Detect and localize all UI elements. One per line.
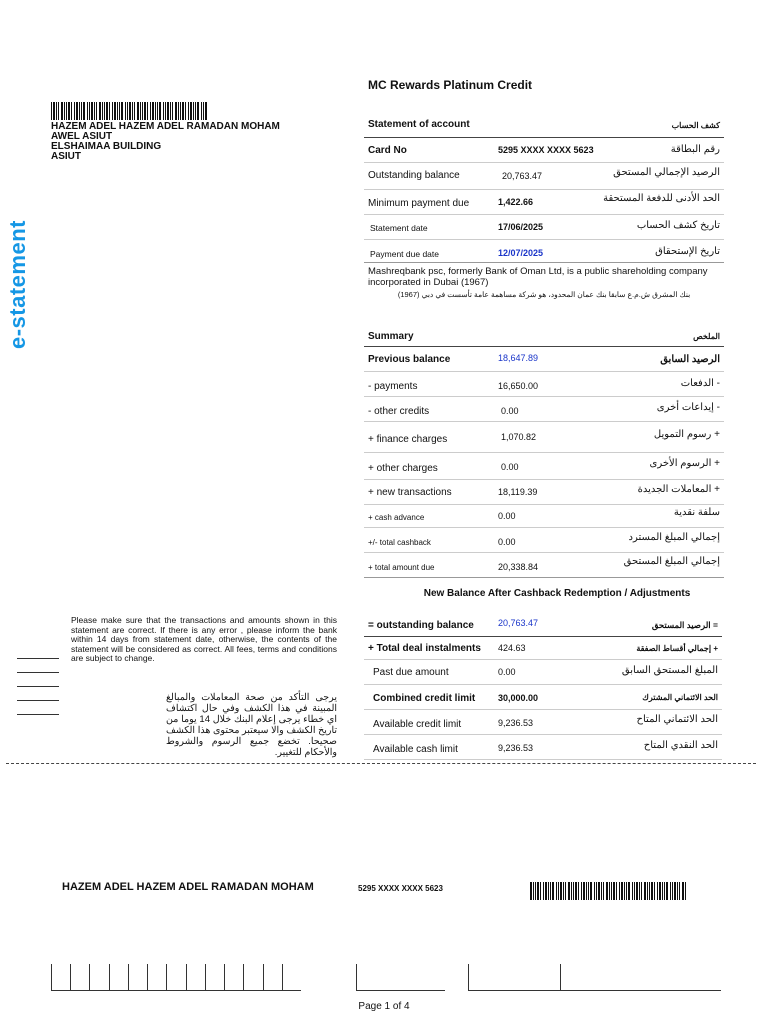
row-label: Available credit limit <box>373 719 462 730</box>
barcode-bar <box>636 882 638 900</box>
row-label-ar: + رسوم التمويل <box>653 429 720 440</box>
row-label: Previous balance <box>368 354 451 365</box>
barcode-bar <box>109 102 110 120</box>
barcode-bar <box>64 102 65 120</box>
summary-row <box>364 453 724 480</box>
summary-row <box>364 553 724 578</box>
row-label: Minimum payment due <box>368 198 470 209</box>
barcode-bar <box>550 882 551 900</box>
combined-credit-limit-value: 30,000.00 <box>498 693 539 703</box>
barcode-bar <box>81 102 82 120</box>
barcode-bar <box>127 102 128 120</box>
summary-row <box>364 422 724 453</box>
barcode-bar <box>134 102 135 120</box>
summary-header-en: Summary <box>368 331 414 342</box>
barcode-bar <box>197 102 199 120</box>
barcode-bar <box>611 882 612 900</box>
barcode-bar <box>682 882 684 900</box>
row-label-ar: المبلغ المستحق السابق <box>621 665 718 676</box>
barcode-bar <box>129 102 131 120</box>
barcode-bar <box>596 882 597 900</box>
finance-charges-value: 1,070.82 <box>501 432 537 442</box>
new-balance-row <box>364 735 722 760</box>
barcode-bar <box>603 882 604 900</box>
barcode-bar <box>91 102 93 120</box>
barcode-bar <box>647 882 648 900</box>
row-label: - payments <box>368 381 418 392</box>
barcode-bar <box>104 102 105 120</box>
barcode-bar <box>170 102 171 120</box>
new-balance-row <box>364 685 722 710</box>
statement-header-en: Statement of account <box>368 119 470 130</box>
row-label: Statement date <box>370 223 428 233</box>
barcode-bar <box>634 882 635 900</box>
row-label-ar: = الرصيد المستحق <box>651 620 718 630</box>
row-label: - other credits <box>368 406 430 417</box>
barcode-bar <box>188 102 189 120</box>
barcode-bar <box>563 882 564 900</box>
cash-advance-value: 0.00 <box>498 511 516 521</box>
barcode-bar <box>616 882 617 900</box>
margin-line <box>17 714 59 715</box>
margin-line <box>17 700 59 701</box>
row-label: Outstanding balance <box>368 170 460 181</box>
barcode-bar <box>79 102 80 120</box>
row-label: = outstanding balance <box>368 620 474 631</box>
new-balance-table <box>364 612 722 760</box>
notice-english: Please make sure that the transactions and amounts shown in this statement are correct. If there is any error , please inform the bank within 14 days from statement date, otherwise, the contents of the statement will be considered as correct. All fees, terms and conditions are subject to change. <box>71 615 337 664</box>
new-balance-row <box>364 660 722 685</box>
barcode-bar <box>155 102 156 120</box>
barcode-bar <box>639 882 640 900</box>
summary-row <box>364 347 724 372</box>
row-label-ar: الحد الائتماني المشترك <box>642 693 718 702</box>
minimum-payment-row <box>364 190 724 215</box>
barcode-bar <box>530 882 532 900</box>
row-label: + other charges <box>368 463 438 474</box>
row-label-ar: الرصيد الإجمالي المستحق <box>613 167 720 178</box>
barcode-bar <box>182 102 184 120</box>
barcode-bar <box>628 882 630 900</box>
barcode-bar <box>540 882 541 900</box>
barcode-bar <box>651 882 653 900</box>
barcode-bar <box>96 102 97 120</box>
row-label-ar: الحد الأدنى للدفعة المستحقة <box>603 193 720 204</box>
slip-barcode <box>530 882 690 900</box>
e-statement-label: e-statement <box>5 220 30 349</box>
barcode-bar <box>205 102 207 120</box>
barcode-bar <box>677 882 678 900</box>
barcode-bar <box>163 102 164 120</box>
slip-card-number: 5295 XXXX XXXX 5623 <box>358 884 443 893</box>
row-label: + new transactions <box>368 487 452 498</box>
barcode-bar <box>112 102 113 120</box>
barcode-bar <box>167 102 169 120</box>
barcode-bar <box>193 102 194 120</box>
statement-table <box>364 115 724 299</box>
barcode-bar <box>195 102 196 120</box>
barcode-bar <box>624 882 625 900</box>
statement-date-row <box>364 215 724 240</box>
barcode-bar <box>117 102 118 120</box>
total-amount-due-value: 20,338.84 <box>498 562 539 572</box>
barcode-bar <box>558 882 559 900</box>
customer-address <box>51 122 280 162</box>
slip-field-divider <box>560 964 561 990</box>
barcode-bar <box>137 102 139 120</box>
barcode-bar <box>543 882 544 900</box>
barcode-bar <box>61 102 63 120</box>
barcode-bar <box>535 882 536 900</box>
barcode-bar <box>185 102 186 120</box>
payment-due-date-value: 12/07/2025 <box>498 248 544 258</box>
payment-due-date-row <box>364 240 724 263</box>
previous-balance-value: 18,647.89 <box>498 353 539 363</box>
minimum-payment-value: 1,422.66 <box>498 197 534 207</box>
row-label-ar: سلفة نقدية <box>673 507 720 518</box>
barcode-bar <box>685 882 686 900</box>
row-label-ar: + الرسوم الأخرى <box>649 458 720 469</box>
barcode-bar <box>53 102 55 120</box>
barcode-bar <box>565 882 566 900</box>
bank-note-ar: بنك المشرق ش.م.ع سابقا بنك عمان المحدود، هو شركة مساهمة عامة تأسست في دبي (1967) <box>397 290 691 299</box>
barcode-bar <box>180 102 181 120</box>
barcode-bar <box>578 882 579 900</box>
row-label-ar: + إجمالي أقساط الصفقة <box>636 644 718 653</box>
summary-row <box>364 505 724 528</box>
barcode-bar <box>594 882 595 900</box>
barcode-bar <box>641 882 642 900</box>
barcode-bar <box>159 102 161 120</box>
barcode-bar <box>598 882 600 900</box>
row-label-ar: إجمالي المبلغ المستحق <box>623 556 720 567</box>
barcode-bar <box>74 102 75 120</box>
barcode-bar <box>613 882 615 900</box>
page-number: Page 1 of 4 <box>358 1001 410 1012</box>
address-barcode <box>51 102 211 120</box>
barcode-bar <box>679 882 680 900</box>
barcode-bar <box>552 882 554 900</box>
barcode-bar <box>83 102 85 120</box>
barcode-bar <box>140 102 141 120</box>
summary-header <box>364 326 724 347</box>
barcode-bar <box>114 102 116 120</box>
notice-arabic: يرجى التأكد من صحة المعاملات والمبالغ المبينة في هذا الكشف وفي حال اكتشاف اي خطاء يرجى إعلام البنك خلال 14 يوما من تاريخ الكشف والا سيعتبر محتوى هذا الكشف صحيحا. تخضع جميع الرسوم والشروط والأحكام للتغيير. <box>165 692 337 758</box>
barcode-bar <box>632 882 633 900</box>
address-line: AWEL ASIUT <box>51 131 113 142</box>
new-balance-row <box>364 637 722 660</box>
barcode-bar <box>71 102 72 120</box>
barcode-bar <box>94 102 95 120</box>
row-label-ar: + المعاملات الجديدة <box>637 484 720 495</box>
row-label: Card No <box>368 145 407 156</box>
barcode-bar <box>626 882 627 900</box>
card-number-value: 5295 XXXX XXXX 5623 <box>498 145 594 155</box>
barcode-bar <box>575 882 577 900</box>
barcode-bar <box>657 882 658 900</box>
barcode-bar <box>56 102 57 120</box>
slip-field[interactable] <box>468 964 721 991</box>
barcode-bar <box>583 882 585 900</box>
barcode-bar <box>664 882 665 900</box>
barcode-bar <box>666 882 668 900</box>
customer-name: HAZEM ADEL HAZEM ADEL RAMADAN MOHAM <box>51 121 280 132</box>
summary-row <box>364 397 724 422</box>
margin-line <box>17 686 59 687</box>
barcode-bar <box>119 102 120 120</box>
row-label-ar: - إيداعات أخرى <box>656 402 720 413</box>
address-line: ASIUT <box>51 151 81 162</box>
deal-instalments-value: 424.63 <box>498 643 526 653</box>
card-no-row <box>364 138 724 163</box>
statement-header-ar: كشف الحساب <box>671 121 720 130</box>
barcode-bar <box>152 102 154 120</box>
summary-row <box>364 480 724 505</box>
barcode-bar <box>672 882 673 900</box>
tear-off-line <box>6 763 756 764</box>
barcode-bar <box>125 102 126 120</box>
row-label: Combined credit limit <box>373 693 476 704</box>
summary-row <box>364 372 724 397</box>
barcode-bar <box>560 882 562 900</box>
barcode-bar <box>573 882 574 900</box>
barcode-bar <box>609 882 610 900</box>
row-label: + cash advance <box>368 513 425 522</box>
barcode-bar <box>89 102 90 120</box>
slip-customer-name: HAZEM ADEL HAZEM ADEL RAMADAN MOHAM <box>62 881 314 893</box>
barcode-bar <box>58 102 59 120</box>
row-label-ar: تاريخ الإستحقاق <box>655 246 720 257</box>
past-due-value: 0.00 <box>498 667 516 677</box>
barcode-bar <box>87 102 88 120</box>
barcode-bar <box>76 102 78 120</box>
barcode-bar <box>102 102 103 120</box>
payments-value: 16,650.00 <box>498 381 539 391</box>
statement-header <box>364 115 724 138</box>
barcode-bar <box>178 102 179 120</box>
barcode-bar <box>533 882 534 900</box>
row-label-ar: الحد النقدي المتاح <box>643 740 718 751</box>
barcode-bar <box>571 882 572 900</box>
row-label: Available cash limit <box>373 744 458 755</box>
outstanding-balance-row <box>364 163 724 190</box>
margin-line <box>17 672 59 673</box>
barcode-bar <box>644 882 646 900</box>
barcode-bar <box>581 882 582 900</box>
barcode-bar <box>619 882 620 900</box>
address-line: ELSHAIMAA BUILDING <box>51 141 162 152</box>
row-label-ar: تاريخ كشف الحساب <box>636 220 720 231</box>
barcode-bar <box>165 102 166 120</box>
row-label: + total amount due <box>368 563 435 572</box>
barcode-bar <box>203 102 204 120</box>
barcode-bar <box>147 102 148 120</box>
row-label-ar: - الدفعات <box>680 378 720 389</box>
barcode-bar <box>674 882 676 900</box>
outstanding-balance-value: 20,763.47 <box>502 171 543 181</box>
barcode-bar <box>142 102 143 120</box>
row-label: Payment due date <box>370 249 439 259</box>
barcode-bar <box>51 102 52 120</box>
other-credits-value: 0.00 <box>501 406 519 416</box>
bank-note-en: Mashreqbank psc, formerly Bank of Oman Ltd, is a public shareholding company incorporated in Dubai (1967) <box>368 266 708 288</box>
margin-line <box>17 658 59 659</box>
total-cashback-value: 0.00 <box>498 537 516 547</box>
barcode-bar <box>662 882 663 900</box>
row-label-ar: رقم البطاقة <box>670 144 720 155</box>
barcode-bar <box>601 882 602 900</box>
other-charges-value: 0.00 <box>501 462 519 472</box>
barcode-bar <box>132 102 133 120</box>
row-label: + Total deal instalments <box>368 643 481 654</box>
barcode-bar <box>150 102 151 120</box>
barcode-bar <box>66 102 67 120</box>
barcode-bar <box>537 882 539 900</box>
row-label-ar: الحد الائتماني المتاح <box>636 714 718 725</box>
summary-header-ar: الملخص <box>693 332 720 341</box>
available-cash-value: 9,236.53 <box>498 743 534 753</box>
amount-entry-boxes[interactable] <box>51 964 301 991</box>
barcode-bar <box>556 882 557 900</box>
outstanding-balance-value: 20,763.47 <box>498 618 539 628</box>
card-product-title: MC Rewards Platinum Credit <box>368 78 533 92</box>
row-label: Past due amount <box>373 667 449 678</box>
barcode-bar <box>568 882 570 900</box>
new-balance-row <box>364 612 722 637</box>
statement-date-value: 17/06/2025 <box>498 222 544 232</box>
barcode-bar <box>99 102 101 120</box>
new-transactions-value: 18,119.39 <box>498 487 538 497</box>
barcode-bar <box>621 882 623 900</box>
new-balance-title: New Balance After Cashback Redemption / Adjustments <box>423 588 691 599</box>
barcode-bar <box>548 882 549 900</box>
barcode-bar <box>157 102 158 120</box>
barcode-bar <box>654 882 655 900</box>
summary-row <box>364 528 724 553</box>
slip-field[interactable] <box>356 964 445 991</box>
barcode-bar <box>175 102 177 120</box>
barcode-bar <box>68 102 70 120</box>
barcode-bar <box>606 882 608 900</box>
available-credit-value: 9,236.53 <box>498 718 534 728</box>
summary-table <box>364 326 724 578</box>
barcode-bar <box>590 882 592 900</box>
barcode-bar <box>121 102 123 120</box>
barcode-bar <box>659 882 661 900</box>
barcode-bar <box>106 102 108 120</box>
row-label: +/- total cashback <box>368 538 431 547</box>
barcode-bar <box>588 882 589 900</box>
barcode-bar <box>586 882 587 900</box>
row-label-ar: الرصيد السابق <box>660 354 720 365</box>
barcode-bar <box>670 882 671 900</box>
barcode-bar <box>172 102 173 120</box>
barcode-bar <box>201 102 202 120</box>
new-balance-row <box>364 710 722 735</box>
barcode-bar <box>649 882 650 900</box>
barcode-bar <box>190 102 192 120</box>
row-label-ar: إجمالي المبلغ المسترد <box>628 532 720 543</box>
barcode-bar <box>545 882 547 900</box>
barcode-bar <box>144 102 146 120</box>
row-label: + finance charges <box>368 434 448 445</box>
